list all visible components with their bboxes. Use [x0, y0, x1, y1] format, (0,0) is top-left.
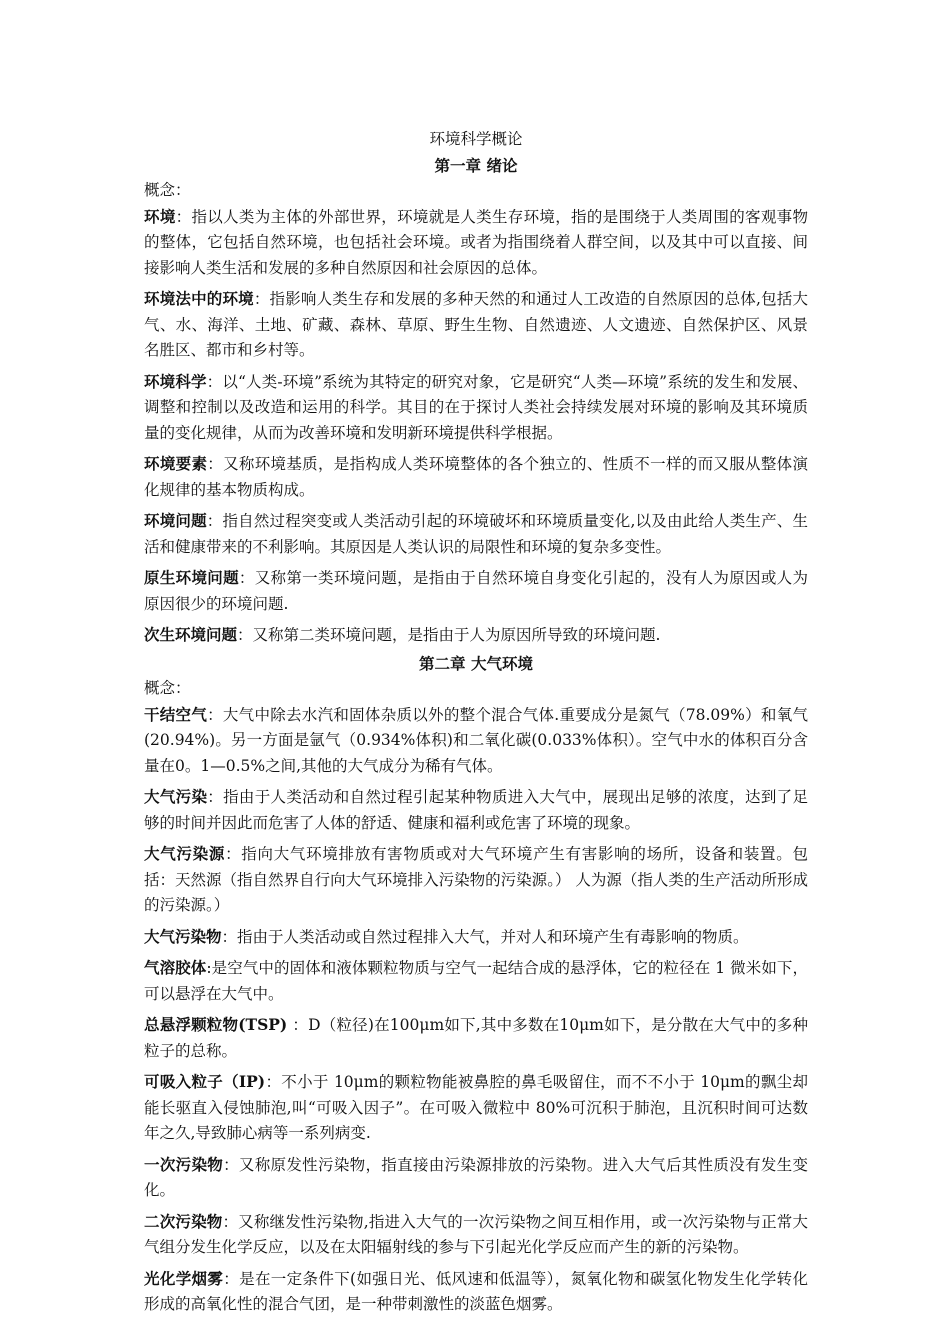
term-separator: ： — [206, 512, 223, 530]
definition-term: 环境法中的环境 — [144, 289, 254, 308]
definition-term: 二次污染物 — [144, 1211, 223, 1231]
definition-entry — [144, 204, 808, 282]
chapter-title: 第一章 绪论 — [434, 155, 518, 175]
definition-entry — [144, 565, 808, 617]
definition-text: 又称原发性污染物，指直接由污染源排放的污染物。进入大气后其性质没有发生变化。 — [144, 1155, 808, 1199]
definition-entry — [144, 286, 808, 364]
term-separator: ： — [253, 290, 270, 308]
definition-entry — [144, 924, 808, 951]
term-separator: ： — [222, 1212, 239, 1231]
term-separator: ： — [237, 626, 253, 644]
document-content — [144, 127, 808, 1323]
definition-term: 原生环境问题 — [144, 568, 239, 587]
definition-entry — [144, 955, 808, 1007]
definition-entry — [144, 1152, 808, 1204]
definition-text: 指以人类为主体的外部世界，环境就是人类生存环境，指的是围绕于人类周围的客观事物的整体，它包括自然环境，也包括社会环境。或者为指围绕着人群空间，以及其中可以直接、间接影响人类生活和发展的多种自然原因和社会原因的总体。 — [144, 207, 808, 277]
definition-term: 大气污染 — [144, 787, 208, 806]
definition-entry — [144, 369, 808, 447]
definition-text: 又称继发性污染物,指进入大气的一次污染物之间互相作用，或一次污染物与正常大气组分发生化学反应，以及在太阳辐射线的参与下引起光化学反应而产生的新的污染物。 — [144, 1212, 808, 1256]
definition-term: 光化学烟雾 — [144, 1268, 224, 1288]
definition-entry — [144, 1209, 808, 1261]
term-separator: ： — [223, 1155, 239, 1174]
definition-entry — [144, 702, 808, 780]
term-separator: ： — [207, 455, 224, 473]
definition-text: 大气中除去水汽和固体杂质以外的整个混合气体.重要成分是氮气（78.09%）和氧气(20.94%)。另一方面是氩气（0.934%体积)和二氧化碳(0.033%体积）。空气中水的体积百分含量在0。1—0.5%之间,其他的大气成分为稀有气体。 — [144, 705, 808, 775]
definition-text: 指由于人类活动和自然过程引起某种物质进入大气中，展现出足够的浓度，达到了足够的时间并因此而危害了人体的舒适、健康和福利或危害了环境的现象。 — [144, 788, 808, 832]
term-separator: ： — [207, 705, 223, 724]
term-separator: ： — [175, 207, 192, 226]
definition-text: D（粒径)在100μm如下,其中多数在10μm如下，是分散在大气中的多种粒子的总称。 — [144, 1016, 808, 1060]
definition-text: 又称环境基质，是指构成人类环境整体的各个独立的、性质不一样的而又服从整体演化规律的基本物质构成。 — [144, 455, 808, 499]
definition-text: 以“人类-环境”系统为其特定的研究对象，它是研究“人类—环境”系统的发生和发展、调整和控制以及改造和运用的科学。其目的在于探讨人类社会持续发展对环境的影响及其环境质量的变化规律，从而为改善环境和发明新环境提供科学根据。 — [144, 372, 808, 442]
definition-text: 是在一定条件下(如强日光、低风速和低温等），氮氧化物和碳氢化物发生化学转化形成的高氧化性的混合气团，是一种带刺激性的淡蓝色烟雾。 — [144, 1269, 808, 1313]
definition-term: 总悬浮颗粒物(TSP) — [144, 1015, 288, 1034]
definition-term: 大气污染源 — [144, 844, 226, 863]
definition-term: 环境科学 — [144, 371, 207, 391]
section-label: 概念： — [144, 181, 191, 199]
definition-entry — [144, 784, 808, 836]
definition-text: 又称第二类环境问题，是指由于人为原因所导致的环境问题. — [252, 626, 661, 644]
chapter-title: 第二章 大气环境 — [419, 653, 533, 673]
term-separator: ： — [223, 1269, 240, 1288]
definition-term: 次生环境问题 — [144, 625, 238, 644]
definition-term: 环境问题 — [144, 511, 207, 530]
definition-term: 干结空气 — [144, 704, 208, 724]
definition-entry — [144, 622, 808, 649]
definition-term: 环境 — [144, 206, 176, 226]
definition-entry — [144, 1266, 808, 1318]
definition-text: 不小于 10μm的颗粒物能被鼻腔的鼻毛吸留住，而不不小于 10μm的飘尘却能长驱直入侵蚀肺泡,叫“可吸入因子”。在可吸入微粒中 80%可沉积于肺泡，且沉积时间可达数年之久,导致肺心病等一系列病变. — [144, 1073, 808, 1142]
definition-entry — [144, 1012, 808, 1064]
term-separator: ： — [206, 372, 223, 391]
term-separator: ： — [287, 1016, 309, 1034]
definition-text: 指由于人类活动或自然过程排入大气，并对人和环境产生有毒影响的物质。 — [237, 927, 749, 946]
term-separator: ： — [225, 845, 242, 863]
section-label: 概念： — [144, 679, 191, 697]
term-separator: : — [206, 959, 212, 977]
definition-term: 一次污染物 — [144, 1154, 224, 1174]
definition-entry — [144, 841, 808, 919]
term-separator: ： — [265, 1073, 282, 1091]
definition-text: 是空气中的固体和液体颗粒物质与空气一起结合成的悬浮体，它的粒径在 1 微米如下，可以悬浮在大气中。 — [144, 959, 808, 1003]
definition-term: 气溶胶体 — [144, 958, 207, 977]
document-title: 环境科学概论 — [429, 130, 523, 148]
definition-text: 指向大气环境排放有害物质或对大气环境产生有害影响的场所，设备和装置。包括：天然源（指自然界自行向大气环境排入污染物的污染源。） 人为源（指人类的生产活动所形成的污染源。） — [144, 845, 808, 914]
chapter-1 — [144, 153, 808, 649]
definition-term: 大气污染物 — [144, 926, 222, 946]
definition-text: 指影响人类生存和发展的多种天然的和通过人工改造的自然原因的总体,包括大气、水、海洋、土地、矿藏、森林、草原、野生生物、自然遗迹、人文遗迹、自然保护区、风景名胜区、都市和乡村等。 — [144, 290, 808, 359]
definition-term: 可吸入粒子（IP) — [144, 1072, 266, 1091]
term-separator: ： — [221, 927, 238, 946]
definition-text: 又称第一类环境问题，是指由于自然环境自身变化引起的，没有人为原因或人为原因很少的环境问题. — [144, 569, 808, 613]
definition-term: 环境要素 — [144, 454, 208, 473]
definition-entry — [144, 451, 808, 503]
chapter-2 — [144, 651, 808, 1318]
term-separator: ： — [238, 569, 255, 587]
term-separator: ： — [207, 788, 224, 806]
definition-entry — [144, 1069, 808, 1147]
definition-entry — [144, 508, 808, 560]
definition-text: 指自然过程突变或人类活动引起的环境破坏和环境质量变化,以及由此给人类生产、生活和健康带来的不利影响。其原因是人类认识的局限性和环境的复杂多变性。 — [144, 512, 808, 556]
